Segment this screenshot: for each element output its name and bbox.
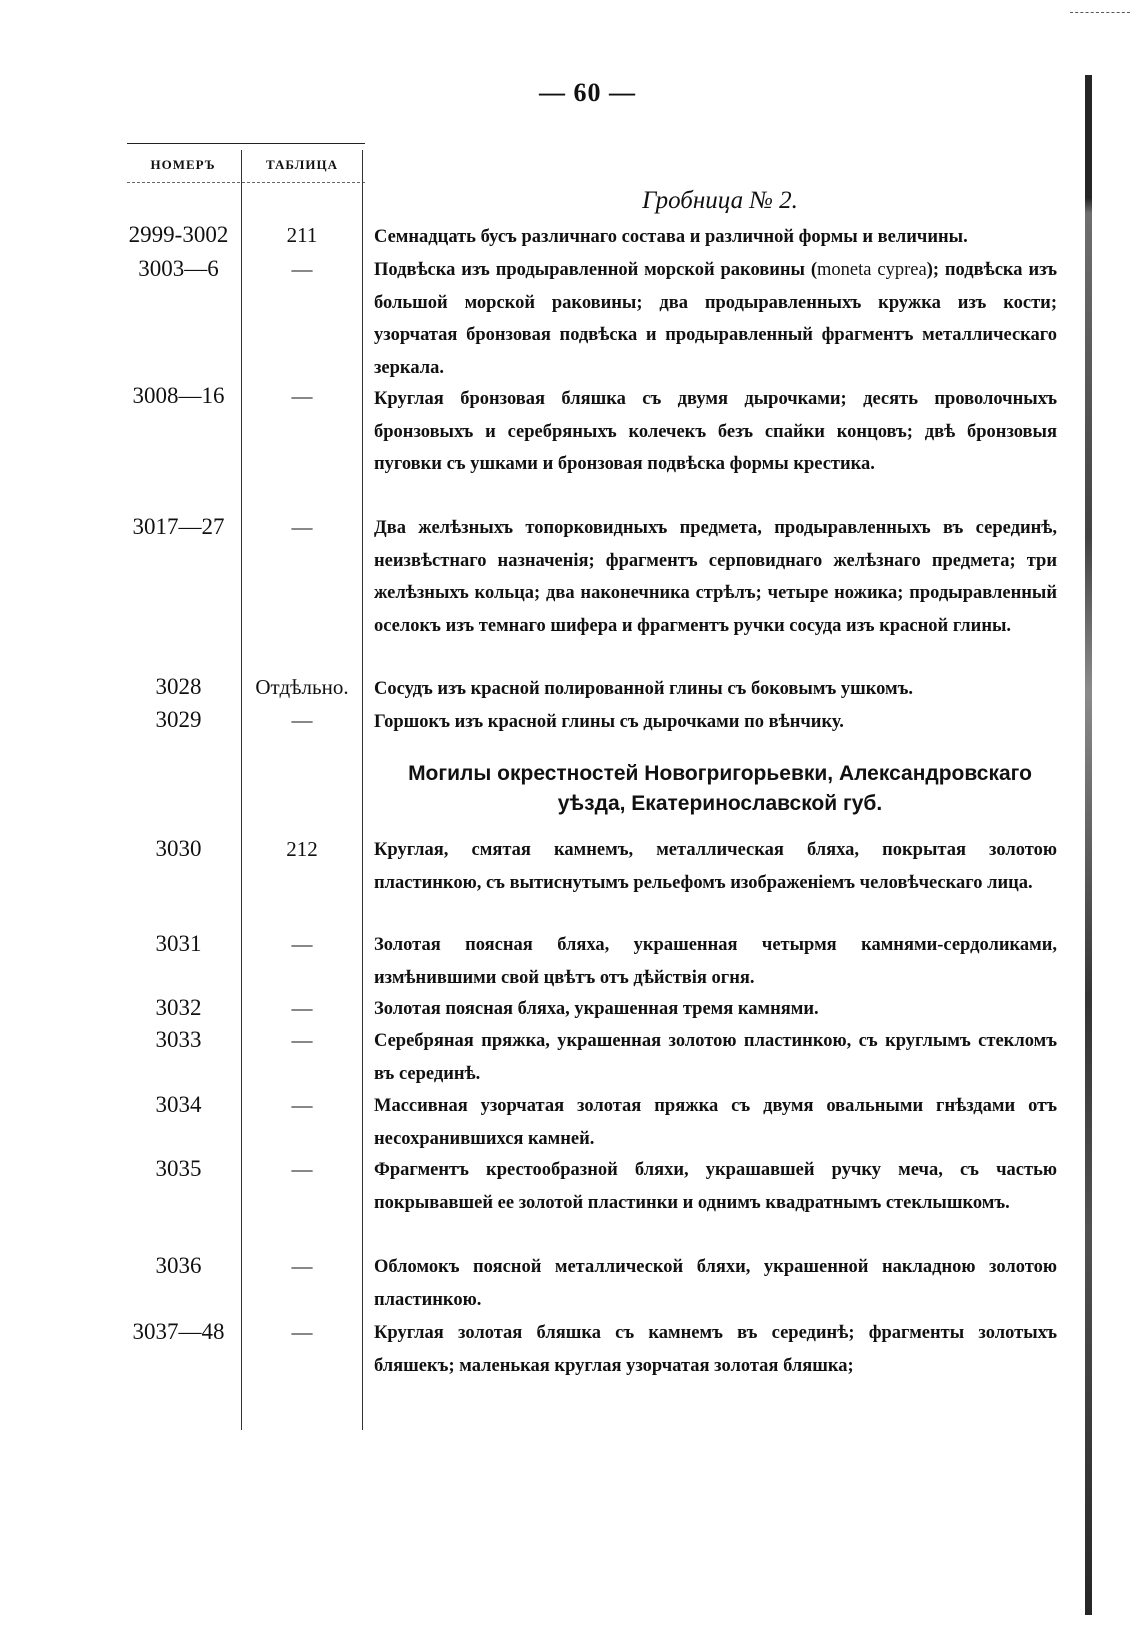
row-description: Круглая бронзовая бляшка съ двумя дырочками; десять проволочныхъ бронзовыхъ и серебряныхъ колечекъ безъ спайки концовъ; двѣ бронзовыя пуговки съ ушками и бронзовая подвѣска формы крестика.	[374, 389, 1057, 474]
latin-name: moneta cyprea	[817, 260, 927, 280]
row-number: 3036	[155, 1253, 202, 1278]
row-table: —	[291, 257, 313, 281]
row-description: Массивная узорчатая золотая пряжка съ двумя овальными гнѣздами отъ несохранившихся камней.	[374, 1096, 1057, 1149]
row-table: —	[291, 996, 313, 1020]
row-number: 3030	[155, 836, 202, 861]
row-number: 3003—6	[138, 256, 219, 281]
row-number: 3028	[155, 674, 202, 699]
description-text: Подвѣска изъ продыравленной морской раковины (	[374, 260, 818, 280]
row-description: Круглая, смятая камнемъ, металлическая бляха, покрытая золотою пластинкою, съ вытиснутымъ рельефомъ изображеніемъ человѣческаго лица.	[374, 840, 1057, 893]
column-divider-2	[362, 150, 363, 1430]
row-number: 3008—16	[132, 383, 225, 408]
row-number: 3031	[155, 931, 202, 956]
row-description: Сосудъ изъ красной полированной глины съ боковымъ ушкомъ.	[374, 679, 914, 699]
row-table: 211	[286, 223, 318, 247]
row-number: 3033	[155, 1027, 202, 1052]
column-header-table: ТАБЛИЦА	[266, 157, 338, 172]
heading-line: уѣзда, Екатеринославской губ.	[557, 792, 883, 815]
column-divider-1	[241, 150, 242, 1430]
row-description: Обломокъ поясной металлической бляхи, украшенной накладною золотою пластинкою.	[374, 1257, 1057, 1310]
row-description: Два желѣзныхъ топорковидныхъ предмета, продыравленныхъ въ серединѣ, неизвѣстнаго назначенія; фрагментъ серповиднаго желѣзнаго предмета; три желѣзныхъ кольца; два наконечника стрѣлъ; четыре ножика; продыравленный оселокъ изъ темнаго шифера и фрагментъ ручки сосуда изъ красной глины.	[374, 518, 1057, 636]
row-description: Золотая поясная бляха, украшенная четырмя камнями-сердоликами, измѣнившими свой цвѣтъ отъ дѣйствія огня.	[374, 935, 1057, 988]
row-number: 3034	[155, 1092, 202, 1117]
row-table: —	[291, 932, 313, 956]
row-description	[374, 254, 1057, 384]
row-table: —	[291, 1028, 313, 1052]
page-number: — 60 —	[539, 78, 636, 107]
row-description: Круглая золотая бляшка съ камнемъ въ серединѣ; фрагменты золотыхъ бляшекъ; маленькая круглая узорчатая золотая бляшка;	[374, 1323, 1057, 1376]
row-table: —	[291, 384, 313, 408]
heading-line: Могилы окрестностей Новогригорьевки, Александровскаго	[408, 762, 1032, 785]
row-number: 2999-3002	[128, 222, 229, 247]
row-number: 3037—48	[132, 1319, 225, 1344]
row-description: Золотая поясная бляха, украшенная тремя камнями.	[374, 999, 819, 1019]
row-description: Горшокъ изъ красной глины съ дырочками по вѣнчику.	[374, 712, 844, 732]
section-heading	[370, 759, 1070, 819]
row-number: 3017—27	[132, 514, 225, 539]
row-description: Семнадцать бусъ различнаго состава и различной формы и величины.	[374, 227, 968, 247]
row-table: —	[291, 1157, 313, 1181]
row-table: —	[291, 1320, 313, 1344]
row-table: —	[291, 515, 313, 539]
row-table: —	[291, 708, 313, 732]
scan-edge-shadow	[1085, 75, 1092, 1615]
description-text: ); подвѣска изъ большой морской раковины; два продыравленныхъ кружка изъ кости; узорчатая бронзовая подвѣска и продыравленный фрагментъ металлическаго зеркала.	[374, 260, 1058, 378]
scan-edge-top	[1070, 0, 1130, 13]
table-top-rule	[127, 143, 365, 144]
column-header-number: НОМЕРЪ	[150, 157, 216, 172]
row-number: 3029	[155, 707, 202, 732]
row-number: 3032	[155, 995, 202, 1020]
row-table: 212	[286, 837, 318, 861]
row-number: 3035	[155, 1156, 202, 1181]
section-title-tomb-2: Гробница № 2.	[642, 187, 798, 214]
row-table: —	[291, 1254, 313, 1278]
row-description: Фрагментъ крестообразной бляхи, украшавшей ручку меча, съ частью покрывавшей ее золотой пластинки и однимъ квадратнымъ стеклышкомъ.	[374, 1160, 1057, 1213]
row-table: Отдѣльно.	[255, 675, 349, 699]
row-table: —	[291, 1093, 313, 1117]
row-description: Серебряная пряжка, украшенная золотою пластинкою, съ круглымъ стекломъ въ серединѣ.	[374, 1031, 1057, 1084]
table-header-rule	[127, 182, 365, 183]
